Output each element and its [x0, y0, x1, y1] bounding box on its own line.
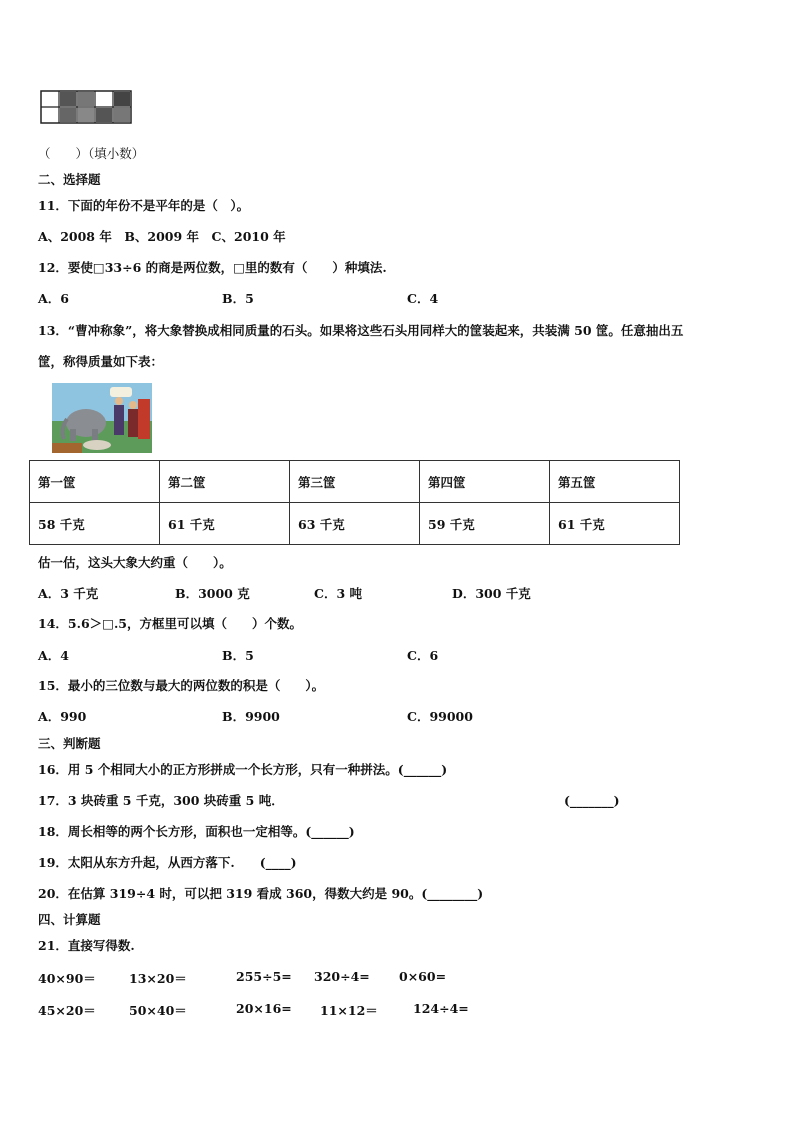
- q17-stem: 17．3 块砖重 5 千克，300 块砖重 5 吨．: [38, 793, 284, 808]
- grid-figure: [40, 90, 134, 124]
- table-cell: 58 千克: [30, 503, 160, 545]
- table-header-cell: 第四筐: [420, 461, 550, 503]
- table-header-cell: 第一筐: [30, 461, 160, 503]
- q14-options: [38, 648, 758, 664]
- q15-stem: 15．最小的三位数与最大的两位数的积是（ ）。: [38, 678, 325, 693]
- table-cell: 61 千克: [160, 503, 290, 545]
- q12-stem: 12．要使□33÷6 的商是两位数，□里的数有（ ）种填法.: [38, 260, 387, 275]
- calc-item: 124÷4=: [413, 1001, 469, 1016]
- basket-weights-table: [29, 460, 680, 545]
- q13-option-a: A．3 千克: [38, 586, 99, 601]
- q19-stem: 19．太阳从东方升起，从西方落下. (____): [38, 855, 297, 870]
- section-choice-heading: 二、选择题: [38, 172, 101, 187]
- q15-option-c: C．99000: [407, 709, 473, 724]
- table-cell: 59 千克: [420, 503, 550, 545]
- calc-item: 11×12＝: [320, 1003, 378, 1018]
- q16-stem: 16．用 5 个相同大小的正方形拼成一个长方形，只有一种拼法。(______): [38, 762, 448, 777]
- q17-answer-blank[interactable]: (_______): [564, 793, 620, 808]
- table-cell: 61 千克: [550, 503, 680, 545]
- table-header-cell: 第二筐: [160, 461, 290, 503]
- table-header-cell: 第三筐: [290, 461, 420, 503]
- q14-stem: 14．5.6＞□.5，方框里可以填（ ）个数。: [38, 616, 303, 631]
- q21-row-1: [38, 969, 758, 985]
- section-calc-heading: 四、计算题: [38, 912, 101, 927]
- q11-stem: 11．下面的年份不是平年的是（ ）。: [38, 198, 250, 213]
- q11-options: A、2008 年 B、2009 年 C、2010 年: [38, 229, 286, 244]
- q15-options: [38, 709, 758, 725]
- table-row: [30, 461, 680, 503]
- q13-stem2: 估一估，这头大象大约重（ ）。: [38, 555, 232, 570]
- q13-stem-line1: 13．“曹冲称象”，将大象替换成相同质量的石头。如果将这些石头用同样大的筐装起来，共装满 50 筐。任意抽出五: [38, 323, 684, 338]
- q12-options: [38, 291, 758, 307]
- elephant-weighing-illustration: [52, 383, 152, 453]
- table-row: [30, 503, 680, 545]
- calc-item: 255÷5=: [236, 969, 292, 984]
- q13-stem-line2: 筐，称得质量如下表：: [38, 354, 164, 369]
- calc-item: 320÷4=: [314, 969, 370, 984]
- calc-item: 13×20＝: [129, 971, 187, 986]
- table-header-cell: 第五筐: [550, 461, 680, 503]
- q15-option-a: A．990: [38, 709, 87, 724]
- calc-item: 20×16=: [236, 1001, 292, 1016]
- q14-option-c: C．6: [407, 648, 439, 663]
- q13-option-b: B．3000 克: [175, 586, 250, 601]
- calc-item: 40×90＝: [38, 971, 96, 986]
- calc-item: 0×60=: [399, 969, 447, 984]
- table-cell: 63 千克: [290, 503, 420, 545]
- q12-option-b: B．5: [222, 291, 254, 306]
- q12-option-a: A．6: [38, 291, 69, 306]
- q10-answer-tail: （ ）（填小数）: [38, 146, 145, 161]
- calc-item: 50×40＝: [129, 1003, 187, 1018]
- q12-option-c: C．4: [407, 291, 439, 306]
- q18-stem: 18．周长相等的两个长方形，面积也一定相等。(______): [38, 824, 355, 839]
- q14-option-a: A．4: [38, 648, 69, 663]
- q20-stem: 20．在估算 319÷4 时，可以把 319 看成 360，得数大约是 90。(________): [38, 886, 484, 901]
- q13-option-c: C．3 吨: [314, 586, 362, 601]
- q21-row-2: [38, 1001, 758, 1017]
- calc-item: 45×20＝: [38, 1003, 96, 1018]
- section-judgement-heading: 三、判断题: [38, 736, 101, 751]
- q14-option-b: B．5: [222, 648, 254, 663]
- q21-stem: 21．直接写得数.: [38, 938, 135, 953]
- q13-option-d: D．300 千克: [452, 586, 531, 601]
- q15-option-b: B．9900: [222, 709, 280, 724]
- q13-options: [38, 586, 758, 602]
